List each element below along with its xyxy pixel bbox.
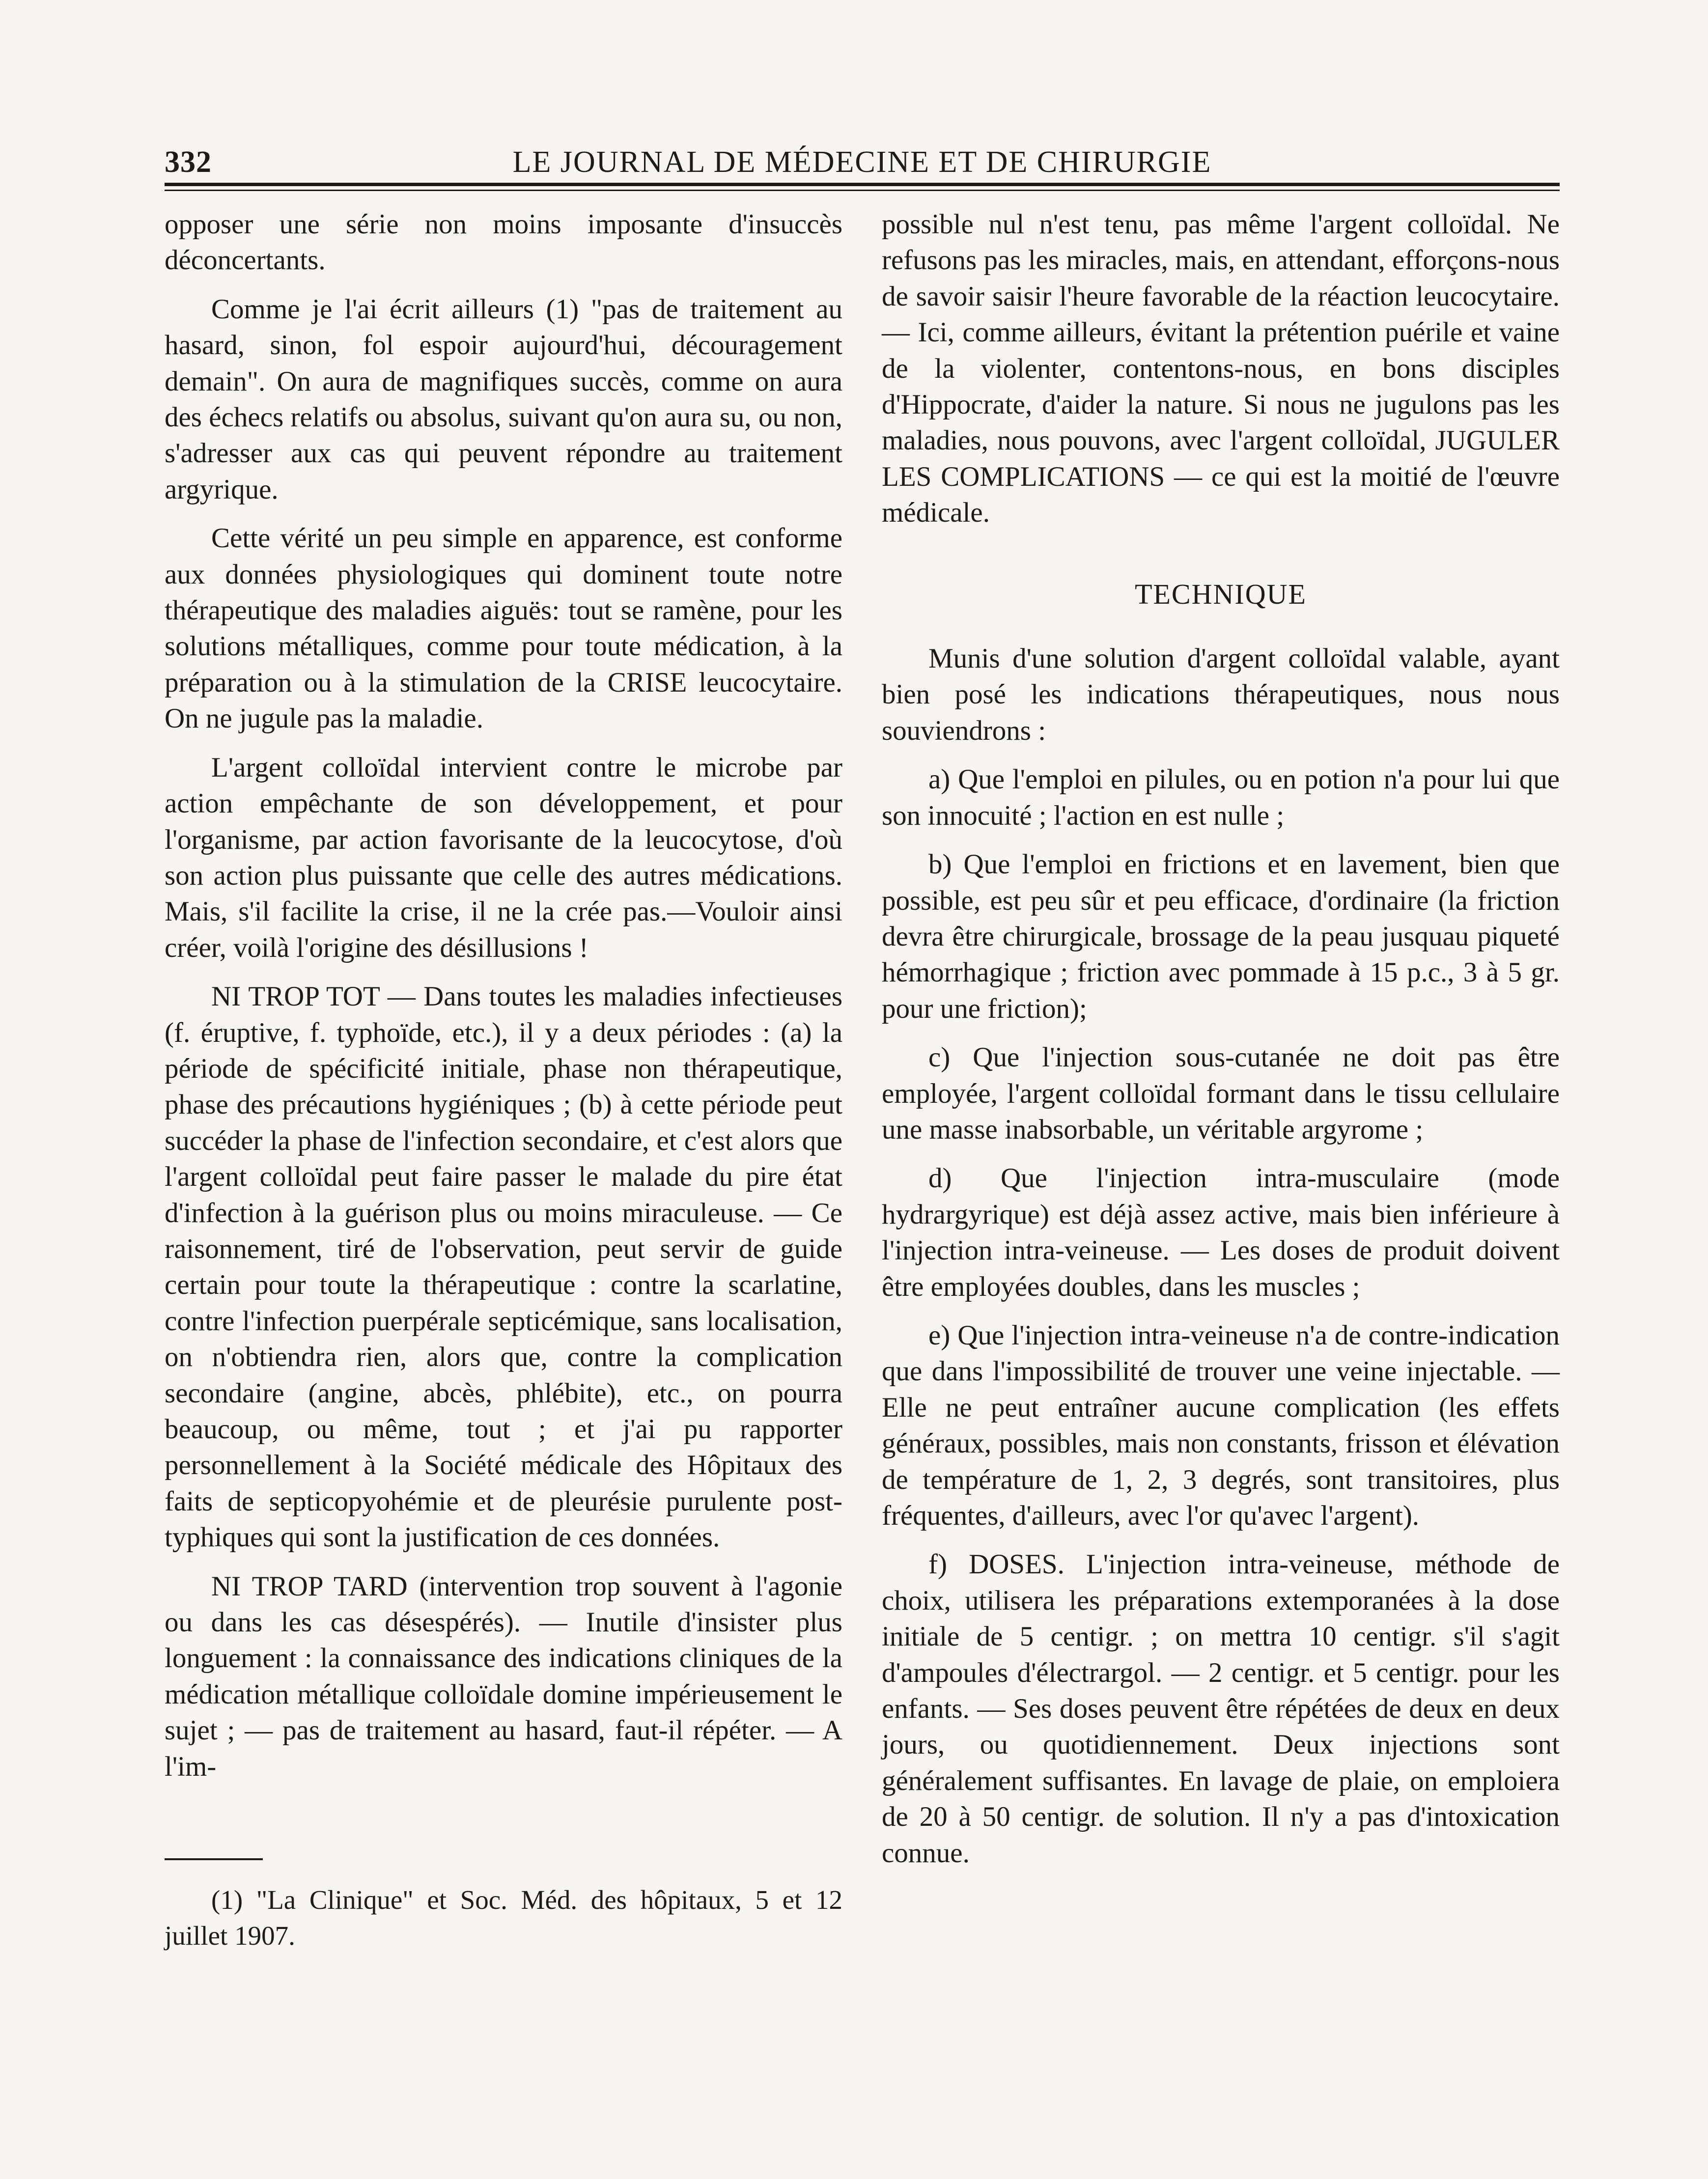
list-item-e: e) Que l'injection intra-veineuse n'a de contre-indication que dans l'impossibilité de trouver une veine injectable. — Elle ne peut entraîner aucune complication (les effets généraux, possibles, mais non constants, frisson et élévation de température de 1, 2, 3 degrés, sont transitoires, plus fréquentes, d'ailleurs, avec l'or qu'avec l'argent). <box>882 1319 1560 1531</box>
list-item-b: b) Que l'emploi en frictions et en lavement, bien que possible, est peu sûr et peu efficace, d'ordinaire (la friction devra être chirurgicale, brossage de la peau jusquau piqueté hémorrhagique ; friction avec pommade à 15 p.c., 3 à 5 gr. pour une friction); <box>882 849 1560 1024</box>
list-item-a: a) Que l'emploi en pilules, ou en potion n'a pour lui que son innocuité ; l'action en est nulle ; <box>882 764 1560 831</box>
paragraph: Munis d'une solution d'argent colloïdal valable, ayant bien posé les indications thérapeutiques, nous nous souviendrons : <box>882 643 1560 746</box>
paragraph: Cette vérité un peu simple en apparence, est conforme aux données physiologiques qui dominent toute notre thérapeutique des maladies aiguës: tout se ramène, pour les solutions métalliques, comme pour toute médication, à la préparation ou à la stimulation de la CRISE leucocytaire. On ne jugule pas la maladie. <box>165 523 842 734</box>
list-item-f-doses: f) DOSES. L'injection intra-veineuse, méthode de choix, utilisera les préparations extemporanées à la dose initiale de 5 centigr. ; on mettra 10 centigr. s'il s'agit d'ampoules d'électrargol. — 2 centigr. et 5 centigr. pour les enfants. — Ses doses peuvent être répétées de deux en deux jours, ou quotidiennement. Deux injections sont généralement suffisantes. En lavage de plaie, on emploiera de 20 à 50 centigr. de solution. Il n'y a pas d'intoxication connue. <box>882 1549 1560 1869</box>
left-column <box>165 206 842 1999</box>
header-rule-thick <box>165 183 1560 186</box>
paragraph-ni-trop-tard: NI TROP TARD (intervention trop souvent à l'agonie ou dans les cas désespérés). — Inutile d'insister plus longuement : la connaissance des indications cliniques de la médication métallique colloïdale domine impérieusement le sujet ; — pas de traitement au hasard, faut-il répéter. — A l'im- <box>165 1570 842 1782</box>
paragraph: opposer une série non moins imposante d'insuccès déconcertants. <box>165 209 842 276</box>
paragraph-ni-trop-tot: NI TROP TOT — Dans toutes les maladies infectieuses (f. éruptive, f. typhoïde, etc.), il y a deux périodes : (a) la période de spécificité initiale, phase non thérapeutique, phase des précautions hygiéniques ; (b) à cette période peut succéder la phase de l'infection secondaire, et c'est alors que l'argent colloïdal peut faire passer le malade du pire état d'infection à la guérison plus ou moins miraculeuse. — Ce raisonnement, tiré de l'observation, peut servir de guide certain pour toute la thérapeutique : contre la scarlatine, contre l'infection puerpérale septicémique, sans localisation, on n'obtiendra rien, alors que, contre la complication secondaire (angine, abcès, phlébite), etc., on pourra beaucoup, ou même, tout ; et j'ai pu rapporter personnellement à la Société médicale des Hôpitaux des faits de septicopyohémie et de pleurésie purulente post-typhiques qui sont la justification de ces données. <box>165 981 842 1553</box>
footnote-rule <box>165 1858 263 1860</box>
paragraph: possible nul n'est tenu, pas même l'argent colloïdal. Ne refusons pas les miracles, mais, en attendant, efforçons-nous de savoir saisir l'heure favorable de la réaction leucocytaire. — Ici, comme ailleurs, évitant la prétention puérile et vaine de la violenter, contentons-nous, en bons disciples d'Hippocrate, d'aider la nature. Si nous ne jugulons pas les maladies, nous pouvons, avec l'argent colloïdal, JUGULER LES COMPLICATIONS — ce qui est la moitié de l'œuvre médicale. <box>882 209 1560 529</box>
footnote: (1) "La Clinique" et Soc. Méd. des hôpitaux, 5 et 12 juillet 1907. <box>165 1885 842 1951</box>
paragraph: Comme je l'ai écrit ailleurs (1) "pas de traitement au hasard, sinon, fol espoir aujourd'hui, découragement demain". On aura de magnifiques succès, comme on aura des échecs relatifs ou absolus, suivant qu'on aura su, ou non, s'adresser aux cas qui peuvent répondre au traitement argyrique. <box>165 293 842 505</box>
header-rule-thin <box>165 190 1560 191</box>
section-heading-technique: TECHNIQUE <box>1135 578 1307 610</box>
right-column <box>882 206 1560 1999</box>
list-item-d: d) Que l'injection intra-musculaire (mode hydrargyrique) est déjà assez active, mais bien inférieure à l'injection intra-veineuse. — Les doses de produit doivent être employées doubles, dans les muscles ; <box>882 1163 1560 1302</box>
page-header <box>165 142 1560 182</box>
running-title: LE JOURNAL DE MÉDECINE ET DE CHIRURGIE <box>512 145 1212 179</box>
list-item-c: c) Que l'injection sous-cutanée ne doit pas être employée, l'argent colloïdal formant dans le tissu cellulaire une masse inabsorbable, un véritable argyrome ; <box>882 1042 1560 1145</box>
page-number: 332 <box>165 145 212 179</box>
paragraph: L'argent colloïdal intervient contre le microbe par action empêchante de son développement, et pour l'organisme, par action favorisante de la leucocytose, d'où son action plus puissante que celle des autres médications. Mais, s'il facilite la crise, il ne la crée pas.—Vouloir ainsi créer, voilà l'origine des désillusions ! <box>165 752 842 963</box>
